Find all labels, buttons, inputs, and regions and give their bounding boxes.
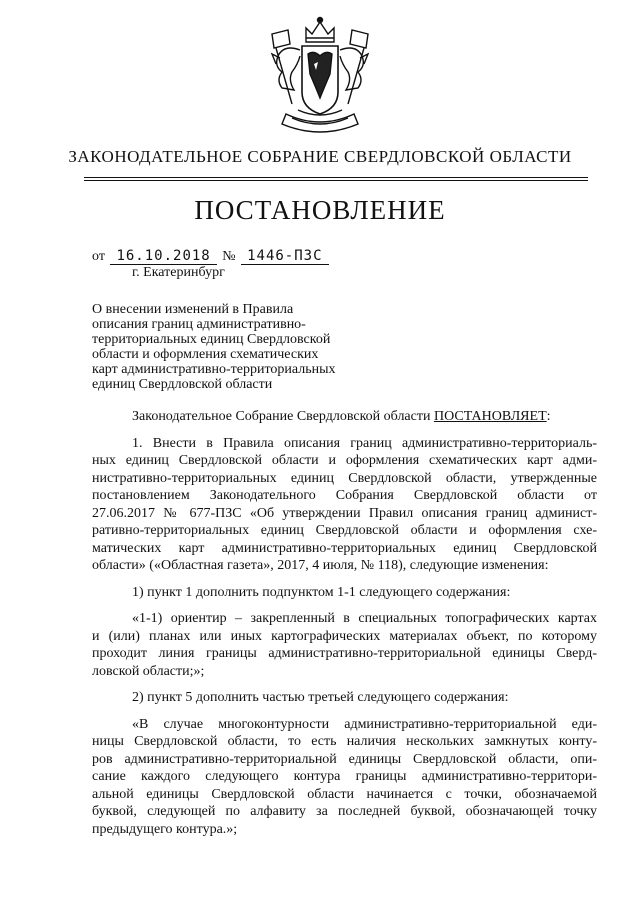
subject-line: области и оформления схематических: [92, 347, 319, 362]
document-date: 16.10.2018: [110, 248, 216, 265]
date-number-line: [92, 248, 331, 265]
number-prefix: №: [222, 249, 236, 264]
decree-word: ПОСТАНОВЛЯЕТ: [433, 409, 547, 424]
paragraph-line: нистративно-территориальных единиц Свердловской области, утвержденные: [92, 470, 597, 486]
document-body: [92, 408, 597, 838]
document-number: 1446-ПЗС: [241, 248, 328, 265]
item-1-quote: [92, 610, 597, 680]
document-subject: [92, 302, 382, 392]
date-prefix: от: [92, 249, 105, 264]
preamble: [92, 408, 597, 426]
subject-line: О внесении изменений в Правила: [92, 302, 294, 317]
subject-line: территориальных единиц Свердловской: [92, 332, 331, 347]
header-rule-thin: [84, 180, 588, 181]
paragraph-line: 27.06.2017 № 677-ПЗС «Об утверждении Правил описания границ админист-: [92, 505, 597, 521]
quote-line: альной единицы Свердловской области начинается с точки, обозначаемой: [92, 786, 597, 802]
paragraph-line: постановлением Законодательного Собрания Свердловской области от: [92, 488, 597, 503]
subject-line: единиц Свердловской области: [92, 377, 273, 392]
paragraph-line: 1. Внести в Правила описания границ административно-территориаль-: [132, 435, 597, 451]
preamble-colon: :: [546, 409, 551, 424]
quote-line: «В случае многоконтурности административно-территориальной еди-: [132, 716, 597, 732]
item-1-intro: 1) пункт 1 дополнить подпунктом 1-1 следующего содержания:: [132, 584, 511, 600]
coat-of-arms-icon: [262, 14, 378, 142]
item-2-intro: 2) пункт 5 дополнить частью третьей следующего содержания:: [132, 690, 509, 705]
item-2-quote: [92, 716, 597, 839]
header-rule: [84, 177, 588, 178]
quote-line: ловской области;»;: [92, 663, 205, 679]
quote-line: буквой, следующей по алфавиту за последней буквой, обозначающей точку: [92, 804, 597, 819]
quote-line: проходит линия границы административно-территориальной единицы Сверд-: [92, 646, 597, 661]
quote-line: ницы Свердловской области, то есть наличия нескольких замкнутых конту-: [92, 734, 597, 749]
quote-line: предыдущего контура.»;: [92, 821, 238, 837]
city: г. Екатеринбург: [132, 265, 225, 280]
paragraph-line: матических карт административно-территориальных единиц Свердловской: [92, 540, 597, 556]
paragraph-line: ративно-территориальных единиц Свердловской области и оформления схе-: [92, 523, 597, 538]
organization-name: ЗАКОНОДАТЕЛЬНОЕ СОБРАНИЕ СВЕРДЛОВСКОЙ ОБЛАСТИ: [68, 147, 572, 166]
quote-line: сание каждого следующего контура границы административно-территори-: [92, 769, 597, 784]
preamble-text: Законодательное Собрание Свердловской области: [132, 409, 431, 424]
quote-line: «1-1) ориентир – закрепленный в специальных топографических картах: [132, 611, 597, 626]
document-type-title: ПОСТАНОВЛЕНИЕ: [194, 195, 446, 225]
subject-line: описания границ административно-: [92, 317, 306, 332]
paragraph-line: ных единиц Свердловской области и оформления схематических карт адми-: [92, 453, 597, 468]
paragraph-line: области» («Областная газета», 2017, 4 июля, № 118), следующие изменения:: [92, 558, 549, 573]
quote-line: ров административно-территориальной единицы Свердловской области, опи-: [92, 751, 597, 767]
subject-line: карт административно-территориальных: [92, 362, 336, 377]
quote-line: и (или) планах или иных картографических материалах объект, по которому: [92, 628, 597, 644]
paragraph-1: [92, 435, 597, 575]
